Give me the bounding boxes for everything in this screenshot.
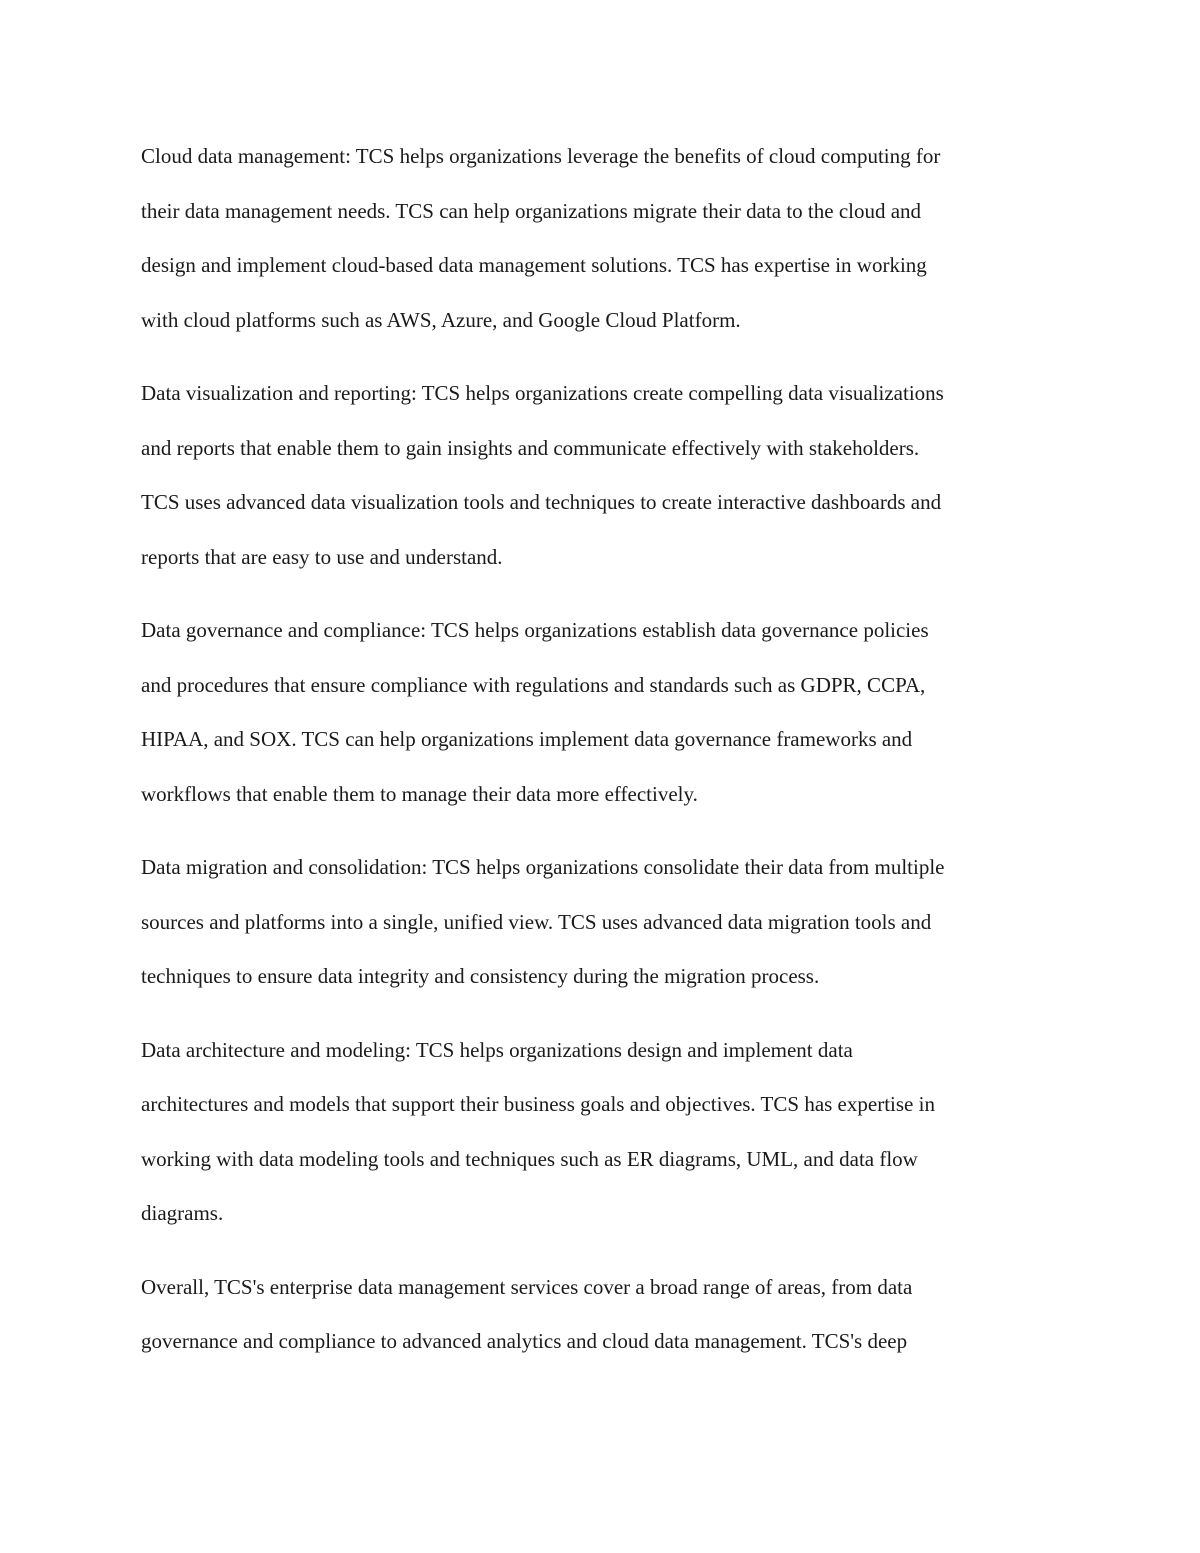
- text-line: architectures and models that support their business goals and objectives. TCS has expertise in: [141, 1092, 935, 1116]
- text-line: reports that are easy to use and understand.: [141, 544, 503, 569]
- text-line: HIPAA, and SOX. TCS can help organizations implement data governance frameworks and: [141, 727, 913, 751]
- paragraph-data-governance: [141, 603, 1061, 821]
- text-line: Overall, TCS's enterprise data management services cover a broad range of areas, from data: [141, 1274, 913, 1299]
- document-body: [141, 129, 1061, 1388]
- text-line: with cloud platforms such as AWS, Azure, and Google Cloud Platform.: [141, 307, 741, 332]
- text-line: Data architecture and modeling: TCS helps organizations design and implement data: [141, 1037, 853, 1062]
- paragraph-data-visualization: [141, 366, 1061, 584]
- paragraph-overall: [141, 1260, 1061, 1369]
- text-line: TCS uses advanced data visualization tools and techniques to create interactive dashboards and: [141, 490, 942, 514]
- text-line: Data governance and compliance: TCS helps organizations establish data governance policies: [141, 618, 929, 642]
- text-line: diagrams.: [141, 1201, 224, 1225]
- paragraph-cloud-data-management: [141, 129, 1061, 347]
- text-line: and procedures that ensure compliance with regulations and standards such as GDPR, CCPA,: [141, 672, 926, 697]
- text-line: and reports that enable them to gain insights and communicate effectively with stakeholders.: [141, 435, 920, 460]
- text-line: working with data modeling tools and techniques such as ER diagrams, UML, and data flow: [141, 1146, 918, 1171]
- text-line: Data visualization and reporting: TCS helps organizations create compelling data visualizations: [141, 381, 944, 405]
- text-line: Cloud data management: TCS helps organizations leverage the benefits of cloud computing for: [141, 144, 941, 168]
- text-line: governance and compliance to advanced analytics and cloud data management. TCS's deep: [141, 1329, 908, 1353]
- paragraph-data-migration: [141, 840, 1061, 1004]
- paragraph-data-architecture: [141, 1023, 1061, 1241]
- text-line: techniques to ensure data integrity and consistency during the migration process.: [141, 964, 820, 988]
- text-line: sources and platforms into a single, unified view. TCS uses advanced data migration tools and: [141, 909, 932, 934]
- text-line: Data migration and consolidation: TCS helps organizations consolidate their data from multiple: [141, 855, 945, 879]
- text-line: their data management needs. TCS can help organizations migrate their data to the cloud and: [141, 198, 922, 223]
- text-line: workflows that enable them to manage their data more effectively.: [141, 781, 698, 806]
- text-line: design and implement cloud-based data management solutions. TCS has expertise in working: [141, 253, 927, 277]
